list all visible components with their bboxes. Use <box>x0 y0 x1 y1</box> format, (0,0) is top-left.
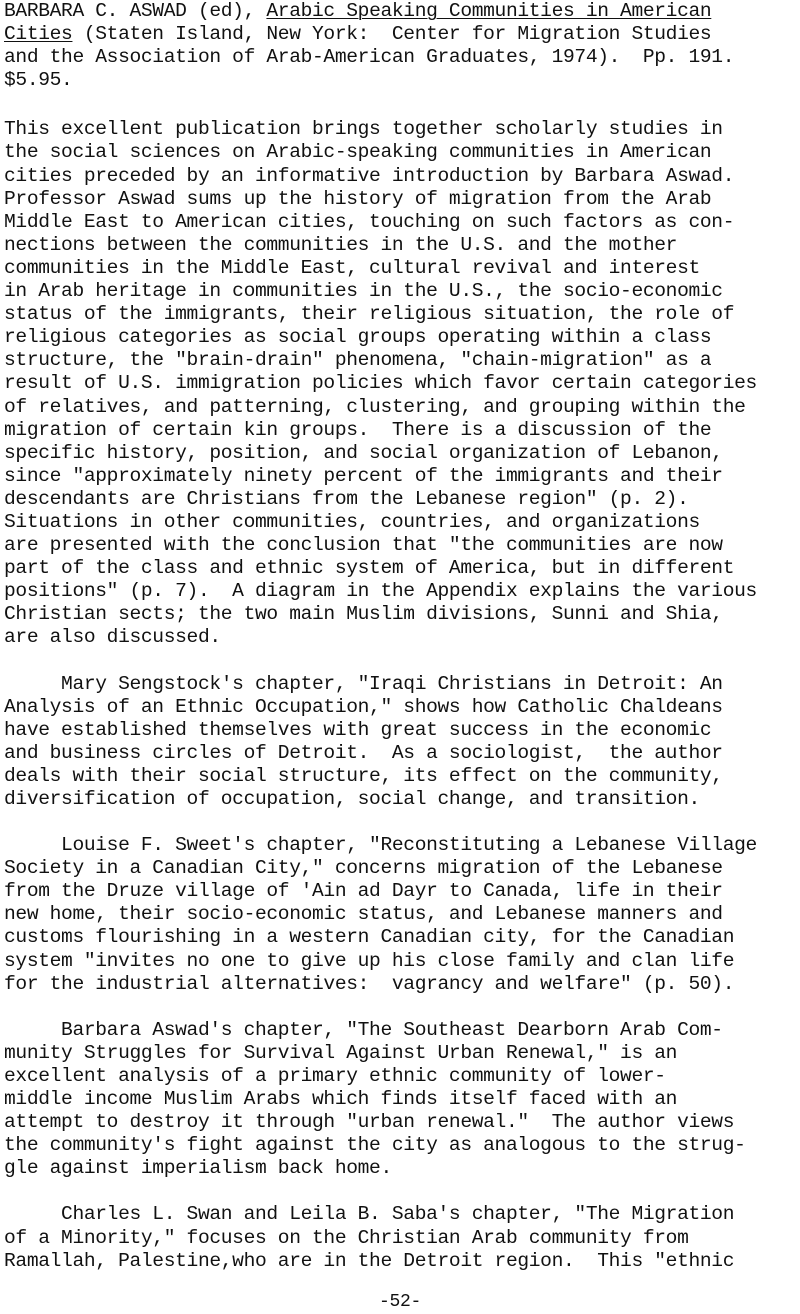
paragraph-intro <box>4 118 800 649</box>
text-line: have established themselves with great success in the economic <box>4 718 712 741</box>
book-title-part-2: Cities <box>4 23 73 46</box>
text-line: Situations in other communities, countries, and organizations <box>4 510 700 533</box>
text-line: migration of certain kin groups. There is a discussion of the <box>4 418 712 441</box>
text-line: cities preceded by an informative introduction by Barbara Aswad. <box>4 164 735 187</box>
citation-price: $5.95. <box>4 69 73 92</box>
paragraph-sweet <box>4 834 800 996</box>
citation-line-1 <box>4 0 800 23</box>
text-line: of a Minority," focuses on the Christian Arab community from <box>4 1226 689 1249</box>
text-line: nections between the communities in the U.S. and the mother <box>4 233 678 256</box>
paragraph-aswad <box>4 1019 800 1181</box>
text-line: in Arab heritage in communities in the U.S., the socio-economic <box>4 280 723 303</box>
paragraph-spacer <box>4 92 800 118</box>
text-line: deals with their social structure, its effect on the community, <box>4 764 723 787</box>
text-line: This excellent publication brings together scholarly studies in <box>4 118 723 141</box>
text-line: and business circles of Detroit. As a sociologist, the author <box>4 741 723 764</box>
text-line: Louise F. Sweet's chapter, "Reconstituting a Lebanese Village <box>4 834 757 857</box>
text-line: munity Struggles for Survival Against Urban Renewal," is an <box>4 1041 678 1064</box>
citation-author: BARBARA C. ASWAD (ed), <box>4 0 267 22</box>
paragraph-sengstock <box>4 673 800 812</box>
text-line: new home, their socio-economic status, and Lebanese manners and <box>4 903 723 926</box>
text-line: specific history, position, and social organization of Lebanon, <box>4 441 723 464</box>
page-number: -52- <box>378 1292 421 1312</box>
text-line: Charles L. Swan and Leila B. Saba's chapter, "The Migration <box>4 1203 735 1226</box>
text-line: the social sciences on Arabic-speaking communities in American <box>4 141 712 164</box>
text-line: Professor Aswad sums up the history of migration from the Arab <box>4 187 712 210</box>
paragraph-spacer <box>4 811 800 834</box>
text-line: religious categories as social groups operating within a class <box>4 326 712 349</box>
text-line: system "invites no one to give up his close family and clan life <box>4 949 735 972</box>
text-line: Barbara Aswad's chapter, "The Southeast Dearborn Arab Com- <box>4 1018 723 1041</box>
text-line: middle income Muslim Arabs which finds itself faced with an <box>4 1088 678 1111</box>
text-line: Analysis of an Ethnic Occupation," shows how Catholic Chaldeans <box>4 695 723 718</box>
review-page <box>4 0 800 1273</box>
text-line: for the industrial alternatives: vagrancy and welfare" (p. 50). <box>4 972 735 995</box>
paragraph-spacer <box>4 650 800 673</box>
text-line: structure, the "brain-drain" phenomena, "chain-migration" as a <box>4 349 712 372</box>
text-line: the community's fight against the city as analogous to the strug- <box>4 1134 746 1157</box>
text-line: communities in the Middle East, cultural revival and interest <box>4 256 700 279</box>
citation-line-3: and the Association of Arab-American Graduates, 1974). Pp. 191. <box>4 46 735 69</box>
text-line: descendants are Christians from the Lebanese region" (p. 2). <box>4 487 689 510</box>
book-title-part-1: Arabic Speaking Communities in American <box>266 0 712 22</box>
text-line: are presented with the conclusion that "the communities are now <box>4 534 723 557</box>
text-line: attempt to destroy it through "urban renewal." The author views <box>4 1111 735 1134</box>
text-line: since "approximately ninety percent of the immigrants and their <box>4 464 723 487</box>
text-line: gle against imperialism back home. <box>4 1157 392 1180</box>
text-line: are also discussed. <box>4 626 221 649</box>
text-line: of relatives, and patterning, clustering, and grouping within the <box>4 395 746 418</box>
text-line: Middle East to American cities, touching on such factors as con- <box>4 210 735 233</box>
text-line: Ramallah, Palestine,who are in the Detroit region. This "ethnic <box>4 1249 735 1272</box>
text-line: diversification of occupation, social change, and transition. <box>4 788 700 810</box>
text-line: excellent analysis of a primary ethnic community of lower- <box>4 1064 666 1087</box>
text-line: status of the immigrants, their religious situation, the role of <box>4 303 735 326</box>
text-line: Christian sects; the two main Muslim divisions, Sunni and Shia, <box>4 603 723 626</box>
citation-publisher: (Staten Island, New York: Center for Migration Studies <box>72 23 712 46</box>
paragraph-spacer <box>4 1180 800 1203</box>
text-line: positions" (p. 7). A diagram in the Appendix explains the various <box>4 580 757 603</box>
citation-block <box>4 0 800 92</box>
citation-line-2 <box>4 23 800 46</box>
text-line: customs flourishing in a western Canadian city, for the Canadian <box>4 926 735 949</box>
text-line: Society in a Canadian City," concerns migration of the Lebanese <box>4 857 723 880</box>
text-line: part of the class and ethnic system of America, but in different <box>4 557 735 580</box>
text-line: from the Druze village of 'Ain ad Dayr to Canada, life in their <box>4 880 723 903</box>
text-line: Mary Sengstock's chapter, "Iraqi Christians in Detroit: An <box>4 672 723 695</box>
text-line: result of U.S. immigration policies which favor certain categories <box>4 372 757 395</box>
paragraph-spacer <box>4 996 800 1019</box>
paragraph-swan-saba <box>4 1203 800 1272</box>
